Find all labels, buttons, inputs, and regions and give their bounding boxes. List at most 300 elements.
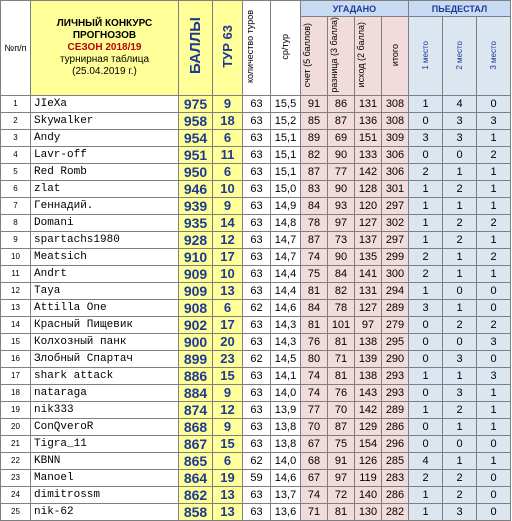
participant-name: Domani <box>31 214 179 231</box>
average-cell: 14,7 <box>271 231 301 248</box>
points-cell: 867 <box>179 435 213 452</box>
score-guessed-cell: 74 <box>301 486 328 503</box>
participant-name: ConQveroR <box>31 418 179 435</box>
place-3-count-cell: 2 <box>477 146 511 163</box>
points-cell: 958 <box>179 112 213 129</box>
place-1-count-cell: 2 <box>409 248 443 265</box>
difference-guessed-cell: 87 <box>328 418 355 435</box>
participant-name: Meatsich <box>31 248 179 265</box>
table-row <box>1 469 511 486</box>
row-number: 25 <box>1 503 31 520</box>
col-header-round: ТУР 63 <box>213 1 243 96</box>
place-1-count-cell: 1 <box>409 95 443 112</box>
row-number: 14 <box>1 316 31 333</box>
round-points-cell: 12 <box>213 231 243 248</box>
score-guessed-cell: 84 <box>301 299 328 316</box>
participant-name: dimitrossm <box>31 486 179 503</box>
score-guessed-cell: 87 <box>301 231 328 248</box>
average-cell: 14,8 <box>271 214 301 231</box>
points-cell: 939 <box>179 197 213 214</box>
place-1-count-cell: 0 <box>409 333 443 350</box>
round-points-cell: 17 <box>213 248 243 265</box>
total-guessed-cell: 283 <box>382 469 409 486</box>
place-2-count-cell: 2 <box>443 231 477 248</box>
total-guessed-cell: 308 <box>382 112 409 129</box>
round-points-cell: 17 <box>213 316 243 333</box>
participant-name: Attilla One <box>31 299 179 316</box>
row-number: 3 <box>1 129 31 146</box>
total-guessed-cell: 300 <box>382 265 409 282</box>
points-cell: 858 <box>179 503 213 520</box>
points-cell: 868 <box>179 418 213 435</box>
place-3-count-cell: 1 <box>477 418 511 435</box>
points-cell: 874 <box>179 401 213 418</box>
total-guessed-cell: 286 <box>382 486 409 503</box>
outcome-guessed-cell: 139 <box>355 350 382 367</box>
points-cell: 954 <box>179 129 213 146</box>
score-guessed-cell: 71 <box>301 503 328 520</box>
round-points-cell: 15 <box>213 367 243 384</box>
score-guessed-cell: 67 <box>301 435 328 452</box>
table-row <box>1 503 511 520</box>
place-2-count-cell: 1 <box>443 163 477 180</box>
outcome-guessed-cell: 133 <box>355 146 382 163</box>
tours-count-cell: 63 <box>243 129 271 146</box>
group-header-guessed: УГАДАНО <box>301 1 409 17</box>
participant-name: Lavr-off <box>31 146 179 163</box>
difference-guessed-cell: 81 <box>328 367 355 384</box>
row-number: 19 <box>1 401 31 418</box>
points-cell: 910 <box>179 248 213 265</box>
place-2-count-cell: 2 <box>443 486 477 503</box>
table-row <box>1 112 511 129</box>
outcome-guessed-cell: 143 <box>355 384 382 401</box>
difference-guessed-cell: 78 <box>328 299 355 316</box>
participant-name: Колхозный панк <box>31 333 179 350</box>
participant-name: Andrt <box>31 265 179 282</box>
difference-guessed-cell: 81 <box>328 503 355 520</box>
place-3-count-cell: 0 <box>477 282 511 299</box>
row-number: 21 <box>1 435 31 452</box>
total-guessed-cell: 308 <box>382 95 409 112</box>
difference-guessed-cell: 97 <box>328 214 355 231</box>
outcome-guessed-cell: 141 <box>355 265 382 282</box>
tours-count-cell: 63 <box>243 146 271 163</box>
col-header-average: ср/тур <box>271 1 301 96</box>
title-line-2: ПРОГНОЗОВ <box>72 29 137 41</box>
difference-guessed-cell: 93 <box>328 197 355 214</box>
place-3-count-cell: 2 <box>477 248 511 265</box>
place-2-count-cell: 0 <box>443 146 477 163</box>
tours-count-cell: 62 <box>243 299 271 316</box>
table-row <box>1 418 511 435</box>
table-row <box>1 367 511 384</box>
tours-count-cell: 63 <box>243 180 271 197</box>
place-1-count-cell: 3 <box>409 129 443 146</box>
place-1-count-cell: 1 <box>409 197 443 214</box>
total-guessed-cell: 297 <box>382 231 409 248</box>
difference-guessed-cell: 91 <box>328 452 355 469</box>
contest-title-block <box>31 1 179 96</box>
row-number: 18 <box>1 384 31 401</box>
difference-guessed-cell: 72 <box>328 486 355 503</box>
place-3-count-cell: 2 <box>477 214 511 231</box>
row-number: 11 <box>1 265 31 282</box>
score-guessed-cell: 83 <box>301 180 328 197</box>
table-row <box>1 129 511 146</box>
place-2-count-cell: 1 <box>443 265 477 282</box>
outcome-guessed-cell: 120 <box>355 197 382 214</box>
round-points-cell: 18 <box>213 112 243 129</box>
total-guessed-cell: 293 <box>382 384 409 401</box>
participant-name: nik-62 <box>31 503 179 520</box>
score-guessed-cell: 78 <box>301 214 328 231</box>
total-guessed-cell: 294 <box>382 282 409 299</box>
round-points-cell: 6 <box>213 163 243 180</box>
place-2-count-cell: 1 <box>443 197 477 214</box>
row-number: 12 <box>1 282 31 299</box>
col-header-tours-count: количество туров <box>243 1 271 96</box>
outcome-guessed-cell: 131 <box>355 95 382 112</box>
row-number: 22 <box>1 452 31 469</box>
place-3-count-cell: 0 <box>477 486 511 503</box>
outcome-guessed-cell: 138 <box>355 333 382 350</box>
average-cell: 15,1 <box>271 163 301 180</box>
place-2-count-cell: 2 <box>443 469 477 486</box>
outcome-guessed-cell: 136 <box>355 112 382 129</box>
average-cell: 15,1 <box>271 146 301 163</box>
row-number: 1 <box>1 95 31 112</box>
place-1-count-cell: 0 <box>409 418 443 435</box>
participant-name: Skywalker <box>31 112 179 129</box>
average-cell: 13,7 <box>271 486 301 503</box>
outcome-guessed-cell: 140 <box>355 486 382 503</box>
average-cell: 14,9 <box>271 197 301 214</box>
round-points-cell: 9 <box>213 95 243 112</box>
round-points-cell: 14 <box>213 214 243 231</box>
table-row <box>1 163 511 180</box>
tours-count-cell: 63 <box>243 333 271 350</box>
table-row <box>1 146 511 163</box>
score-guessed-cell: 67 <box>301 469 328 486</box>
row-number: 4 <box>1 146 31 163</box>
place-1-count-cell: 2 <box>409 265 443 282</box>
average-cell: 15,1 <box>271 129 301 146</box>
round-points-cell: 9 <box>213 384 243 401</box>
table-row <box>1 231 511 248</box>
score-guessed-cell: 81 <box>301 282 328 299</box>
place-3-count-cell: 0 <box>477 350 511 367</box>
tours-count-cell: 63 <box>243 367 271 384</box>
tours-count-cell: 63 <box>243 316 271 333</box>
total-guessed-cell: 285 <box>382 452 409 469</box>
outcome-guessed-cell: 142 <box>355 401 382 418</box>
participant-name: KBNN <box>31 452 179 469</box>
place-1-count-cell: 0 <box>409 350 443 367</box>
round-points-cell: 11 <box>213 146 243 163</box>
average-cell: 14,5 <box>271 350 301 367</box>
round-points-cell: 13 <box>213 503 243 520</box>
place-1-count-cell: 2 <box>409 163 443 180</box>
place-3-count-cell: 3 <box>477 367 511 384</box>
difference-guessed-cell: 90 <box>328 248 355 265</box>
average-cell: 13,9 <box>271 401 301 418</box>
round-points-cell: 12 <box>213 401 243 418</box>
outcome-guessed-cell: 97 <box>355 316 382 333</box>
score-guessed-cell: 81 <box>301 316 328 333</box>
col-header-place-2: 2 место <box>443 17 477 96</box>
outcome-guessed-cell: 130 <box>355 503 382 520</box>
difference-guessed-cell: 77 <box>328 163 355 180</box>
place-3-count-cell: 1 <box>477 231 511 248</box>
difference-guessed-cell: 101 <box>328 316 355 333</box>
total-guessed-cell: 279 <box>382 316 409 333</box>
row-number: 24 <box>1 486 31 503</box>
place-2-count-cell: 3 <box>443 112 477 129</box>
place-1-count-cell: 0 <box>409 435 443 452</box>
points-cell: 886 <box>179 367 213 384</box>
place-1-count-cell: 1 <box>409 214 443 231</box>
average-cell: 14,7 <box>271 248 301 265</box>
place-3-count-cell: 1 <box>477 197 511 214</box>
score-guessed-cell: 91 <box>301 95 328 112</box>
place-1-count-cell: 0 <box>409 384 443 401</box>
place-2-count-cell: 3 <box>443 503 477 520</box>
points-cell: 900 <box>179 333 213 350</box>
row-number: 20 <box>1 418 31 435</box>
tours-count-cell: 63 <box>243 197 271 214</box>
difference-guessed-cell: 73 <box>328 231 355 248</box>
tours-count-cell: 63 <box>243 282 271 299</box>
place-1-count-cell: 1 <box>409 503 443 520</box>
row-number: 5 <box>1 163 31 180</box>
place-1-count-cell: 2 <box>409 469 443 486</box>
total-guessed-cell: 301 <box>382 180 409 197</box>
score-guessed-cell: 70 <box>301 418 328 435</box>
tours-count-cell: 63 <box>243 503 271 520</box>
col-header-place-3: 3 место <box>477 17 511 96</box>
participant-name: Tigra_11 <box>31 435 179 452</box>
place-3-count-cell: 2 <box>477 316 511 333</box>
place-3-count-cell: 0 <box>477 95 511 112</box>
place-1-count-cell: 1 <box>409 367 443 384</box>
average-cell: 14,6 <box>271 299 301 316</box>
difference-guessed-cell: 87 <box>328 112 355 129</box>
place-2-count-cell: 3 <box>443 129 477 146</box>
outcome-guessed-cell: 142 <box>355 163 382 180</box>
place-1-count-cell: 1 <box>409 231 443 248</box>
total-guessed-cell: 306 <box>382 146 409 163</box>
score-guessed-cell: 74 <box>301 384 328 401</box>
points-cell: 864 <box>179 469 213 486</box>
score-guessed-cell: 77 <box>301 401 328 418</box>
table-row <box>1 265 511 282</box>
table-row <box>1 299 511 316</box>
round-points-cell: 15 <box>213 435 243 452</box>
place-3-count-cell: 0 <box>477 469 511 486</box>
participant-name: Красный Пищевик <box>31 316 179 333</box>
place-3-count-cell: 1 <box>477 180 511 197</box>
total-guessed-cell: 306 <box>382 163 409 180</box>
tours-count-cell: 62 <box>243 452 271 469</box>
row-number: 8 <box>1 214 31 231</box>
participant-name: Геннадий. <box>31 197 179 214</box>
tours-count-cell: 63 <box>243 112 271 129</box>
total-guessed-cell: 296 <box>382 435 409 452</box>
points-cell: 975 <box>179 95 213 112</box>
score-guessed-cell: 80 <box>301 350 328 367</box>
difference-guessed-cell: 86 <box>328 95 355 112</box>
row-number: 6 <box>1 180 31 197</box>
tours-count-cell: 63 <box>243 435 271 452</box>
points-cell: 951 <box>179 146 213 163</box>
average-cell: 15,0 <box>271 180 301 197</box>
points-cell: 865 <box>179 452 213 469</box>
place-3-count-cell: 1 <box>477 452 511 469</box>
place-2-count-cell: 1 <box>443 418 477 435</box>
outcome-guessed-cell: 119 <box>355 469 382 486</box>
difference-guessed-cell: 90 <box>328 146 355 163</box>
round-points-cell: 23 <box>213 350 243 367</box>
outcome-guessed-cell: 137 <box>355 231 382 248</box>
average-cell: 14,1 <box>271 367 301 384</box>
tours-count-cell: 63 <box>243 248 271 265</box>
table-row <box>1 282 511 299</box>
score-guessed-cell: 74 <box>301 248 328 265</box>
place-2-count-cell: 1 <box>443 248 477 265</box>
average-cell: 14,3 <box>271 333 301 350</box>
score-guessed-cell: 87 <box>301 163 328 180</box>
place-2-count-cell: 2 <box>443 316 477 333</box>
outcome-guessed-cell: 151 <box>355 129 382 146</box>
col-header-points: БАЛЛЫ <box>179 1 213 96</box>
group-header-podium: ПЬЕДЕСТАЛ <box>409 1 511 17</box>
place-3-count-cell: 1 <box>477 401 511 418</box>
place-3-count-cell: 0 <box>477 435 511 452</box>
place-2-count-cell: 3 <box>443 384 477 401</box>
average-cell: 14,4 <box>271 282 301 299</box>
table-row <box>1 95 511 112</box>
place-2-count-cell: 2 <box>443 180 477 197</box>
score-guessed-cell: 85 <box>301 112 328 129</box>
tours-count-cell: 63 <box>243 231 271 248</box>
total-guessed-cell: 289 <box>382 299 409 316</box>
round-points-cell: 13 <box>213 282 243 299</box>
place-2-count-cell: 2 <box>443 401 477 418</box>
outcome-guessed-cell: 131 <box>355 282 382 299</box>
place-2-count-cell: 1 <box>443 452 477 469</box>
tours-count-cell: 63 <box>243 95 271 112</box>
difference-guessed-cell: 69 <box>328 129 355 146</box>
place-2-count-cell: 0 <box>443 282 477 299</box>
table-row <box>1 180 511 197</box>
row-number: 9 <box>1 231 31 248</box>
average-cell: 13,8 <box>271 418 301 435</box>
average-cell: 14,4 <box>271 265 301 282</box>
table-row <box>1 401 511 418</box>
score-guessed-cell: 76 <box>301 333 328 350</box>
place-2-count-cell: 3 <box>443 350 477 367</box>
col-header-place-1: 1 место <box>409 17 443 96</box>
participant-name: nik333 <box>31 401 179 418</box>
place-3-count-cell: 1 <box>477 384 511 401</box>
col-header-outcome: исход (2 балла) <box>355 17 382 96</box>
table-row <box>1 435 511 452</box>
average-cell: 13,6 <box>271 503 301 520</box>
place-3-count-cell: 3 <box>477 333 511 350</box>
total-guessed-cell: 297 <box>382 197 409 214</box>
participant-name: spartachs1980 <box>31 231 179 248</box>
outcome-guessed-cell: 138 <box>355 367 382 384</box>
place-3-count-cell: 1 <box>477 163 511 180</box>
round-points-cell: 20 <box>213 333 243 350</box>
place-2-count-cell: 1 <box>443 367 477 384</box>
place-1-count-cell: 1 <box>409 180 443 197</box>
place-3-count-cell: 0 <box>477 503 511 520</box>
average-cell: 13,8 <box>271 435 301 452</box>
place-3-count-cell: 3 <box>477 112 511 129</box>
table-row <box>1 333 511 350</box>
participant-name: Злобный Спартач <box>31 350 179 367</box>
outcome-guessed-cell: 126 <box>355 452 382 469</box>
title-line-1: ЛИЧНЫЙ КОНКУРС <box>56 17 153 29</box>
place-2-count-cell: 2 <box>443 214 477 231</box>
table-row <box>1 350 511 367</box>
table-row <box>1 248 511 265</box>
total-guessed-cell: 302 <box>382 214 409 231</box>
round-points-cell: 9 <box>213 418 243 435</box>
points-cell: 909 <box>179 282 213 299</box>
place-2-count-cell: 4 <box>443 95 477 112</box>
col-header-score: счет (5 баллов) <box>301 17 328 96</box>
place-1-count-cell: 1 <box>409 486 443 503</box>
table-label: турнирная таблица <box>59 53 150 65</box>
participant-name: zlat <box>31 180 179 197</box>
table-row <box>1 197 511 214</box>
score-guessed-cell: 82 <box>301 146 328 163</box>
row-number: 10 <box>1 248 31 265</box>
round-points-cell: 19 <box>213 469 243 486</box>
round-points-cell: 10 <box>213 180 243 197</box>
total-guessed-cell: 309 <box>382 129 409 146</box>
table-date: (25.04.2019 г.) <box>72 65 137 77</box>
place-1-count-cell: 1 <box>409 282 443 299</box>
average-cell: 14,6 <box>271 469 301 486</box>
place-1-count-cell: 4 <box>409 452 443 469</box>
outcome-guessed-cell: 135 <box>355 248 382 265</box>
participant-name: JIeXa <box>31 95 179 112</box>
row-number: 16 <box>1 350 31 367</box>
score-guessed-cell: 68 <box>301 452 328 469</box>
score-guessed-cell: 84 <box>301 197 328 214</box>
difference-guessed-cell: 76 <box>328 384 355 401</box>
participant-name: Manoel <box>31 469 179 486</box>
points-cell: 884 <box>179 384 213 401</box>
row-number: 15 <box>1 333 31 350</box>
points-cell: 950 <box>179 163 213 180</box>
points-cell: 909 <box>179 265 213 282</box>
total-guessed-cell: 290 <box>382 350 409 367</box>
average-cell: 14,3 <box>271 316 301 333</box>
row-number: 7 <box>1 197 31 214</box>
place-1-count-cell: 0 <box>409 146 443 163</box>
participant-name: nataraga <box>31 384 179 401</box>
tours-count-cell: 62 <box>243 350 271 367</box>
place-1-count-cell: 1 <box>409 401 443 418</box>
place-3-count-cell: 0 <box>477 299 511 316</box>
score-guessed-cell: 74 <box>301 367 328 384</box>
points-cell: 908 <box>179 299 213 316</box>
